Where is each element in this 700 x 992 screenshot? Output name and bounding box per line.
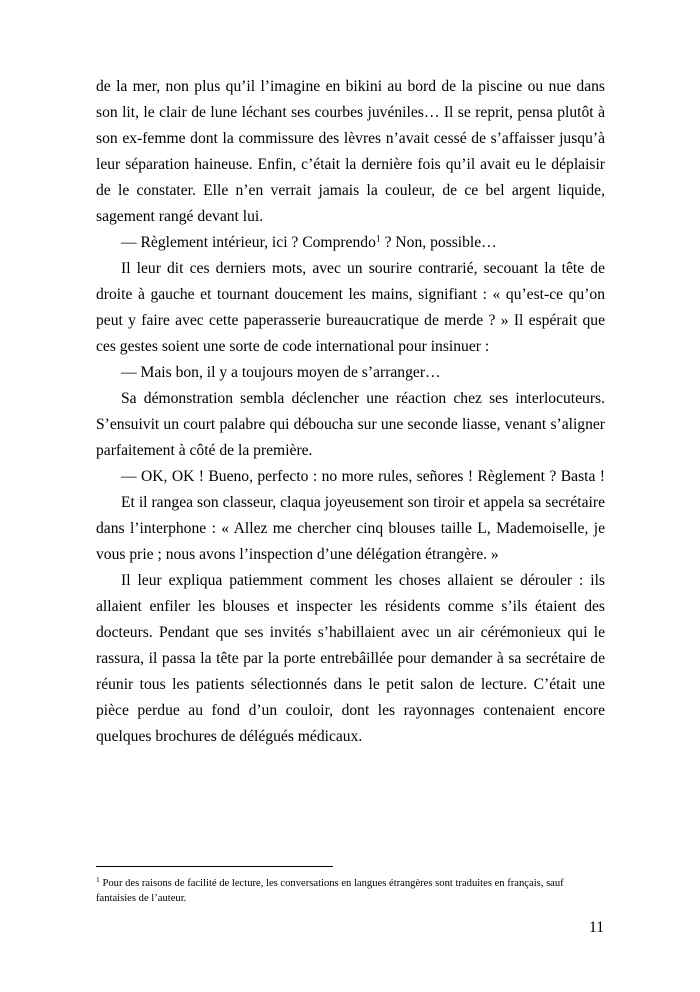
footnote-reference-marker[interactable]: 1 <box>375 233 381 245</box>
paragraph-demonstration: Sa démonstration sembla déclencher une réaction chez ses interlocuteurs. S’ensuivit un court palabre qui déboucha sur une seconde liasse, venant s’aligner parfaitement à côté de la première. <box>96 390 605 459</box>
paragraph-dialogue-reglement <box>96 230 605 256</box>
footnote-entry <box>96 876 605 906</box>
paragraph-continuation: de la mer, non plus qu’il l’imagine en bikini au bord de la piscine ou nue dans son lit, le clair de lune léchant ses courbes juvéniles… Il se reprit, pensa plutôt à son ex-femme dont la commissure des lèvres n’avait cessé de s’affaisser jusqu’à leur séparation haineuse. Enfin, c’était la dernière fois qu’il avait eu le déplaisir de le constater. Elle n’en verrait jamais la couleur, de ce bel argent liquide, sagement rangé devant lui. <box>96 78 605 225</box>
dialogue-text-tail: ? Non, possible… <box>380 234 497 251</box>
body-text-block <box>96 74 605 750</box>
paragraph-dialogue-arranger: — Mais bon, il y a toujours moyen de s’arranger… <box>121 364 441 381</box>
paragraph-dialogue-ok-bueno: — OK, OK ! Bueno, perfecto : no more rules, señores ! Règlement ? Basta ! <box>121 468 605 485</box>
page-number: 11 <box>588 919 604 936</box>
paragraph-explication: Il leur expliqua patiemment comment les choses allaient se dérouler : ils allaient enfiler les blouses et inspecter les résidents comme s’ils étaient des docteurs. Pendant que ses invités s’habillaient avec un air cérémonieux qui le rassura, il passa la tête par la porte entrebâillée pour demander à sa secrétaire de réunir tous les patients sélectionnés dans le petit salon de lecture. C’était une pièce perdue au fond d’un couloir, dont les rayonnages contenaient encore quelques brochures de délégués médicaux. <box>96 572 605 745</box>
paragraph-derniers-mots: Il leur dit ces derniers mots, avec un sourire contrarié, secouant la tête de droite à gauche et tournant doucement les mains, signifiant : « qu’est-ce qu’on peut y faire avec cette paperasserie bureaucratique de merde ? » Il espérait que ces gestes soient une sorte de code international pour insinuer : <box>96 260 605 355</box>
footnote-separator-rule <box>96 866 333 867</box>
footnote-body-text: Pour des raisons de facilité de lecture, les conversations en langues étrangères sont traduites en français, sauf fantaisies de l’auteur. <box>96 878 564 904</box>
paragraph-classeur: Et il rangea son classeur, claqua joyeusement son tiroir et appela sa secrétaire dans l’interphone : « Allez me chercher cinq blouses taille L, Mademoiselle, je vous prie ; nous avons l’inspection d’une délégation étrangère. » <box>96 494 605 563</box>
footnote-number: 1 <box>96 875 100 885</box>
dialogue-text: — Règlement intérieur, ici ? Comprendo <box>121 234 376 251</box>
footnote-area <box>96 866 605 906</box>
